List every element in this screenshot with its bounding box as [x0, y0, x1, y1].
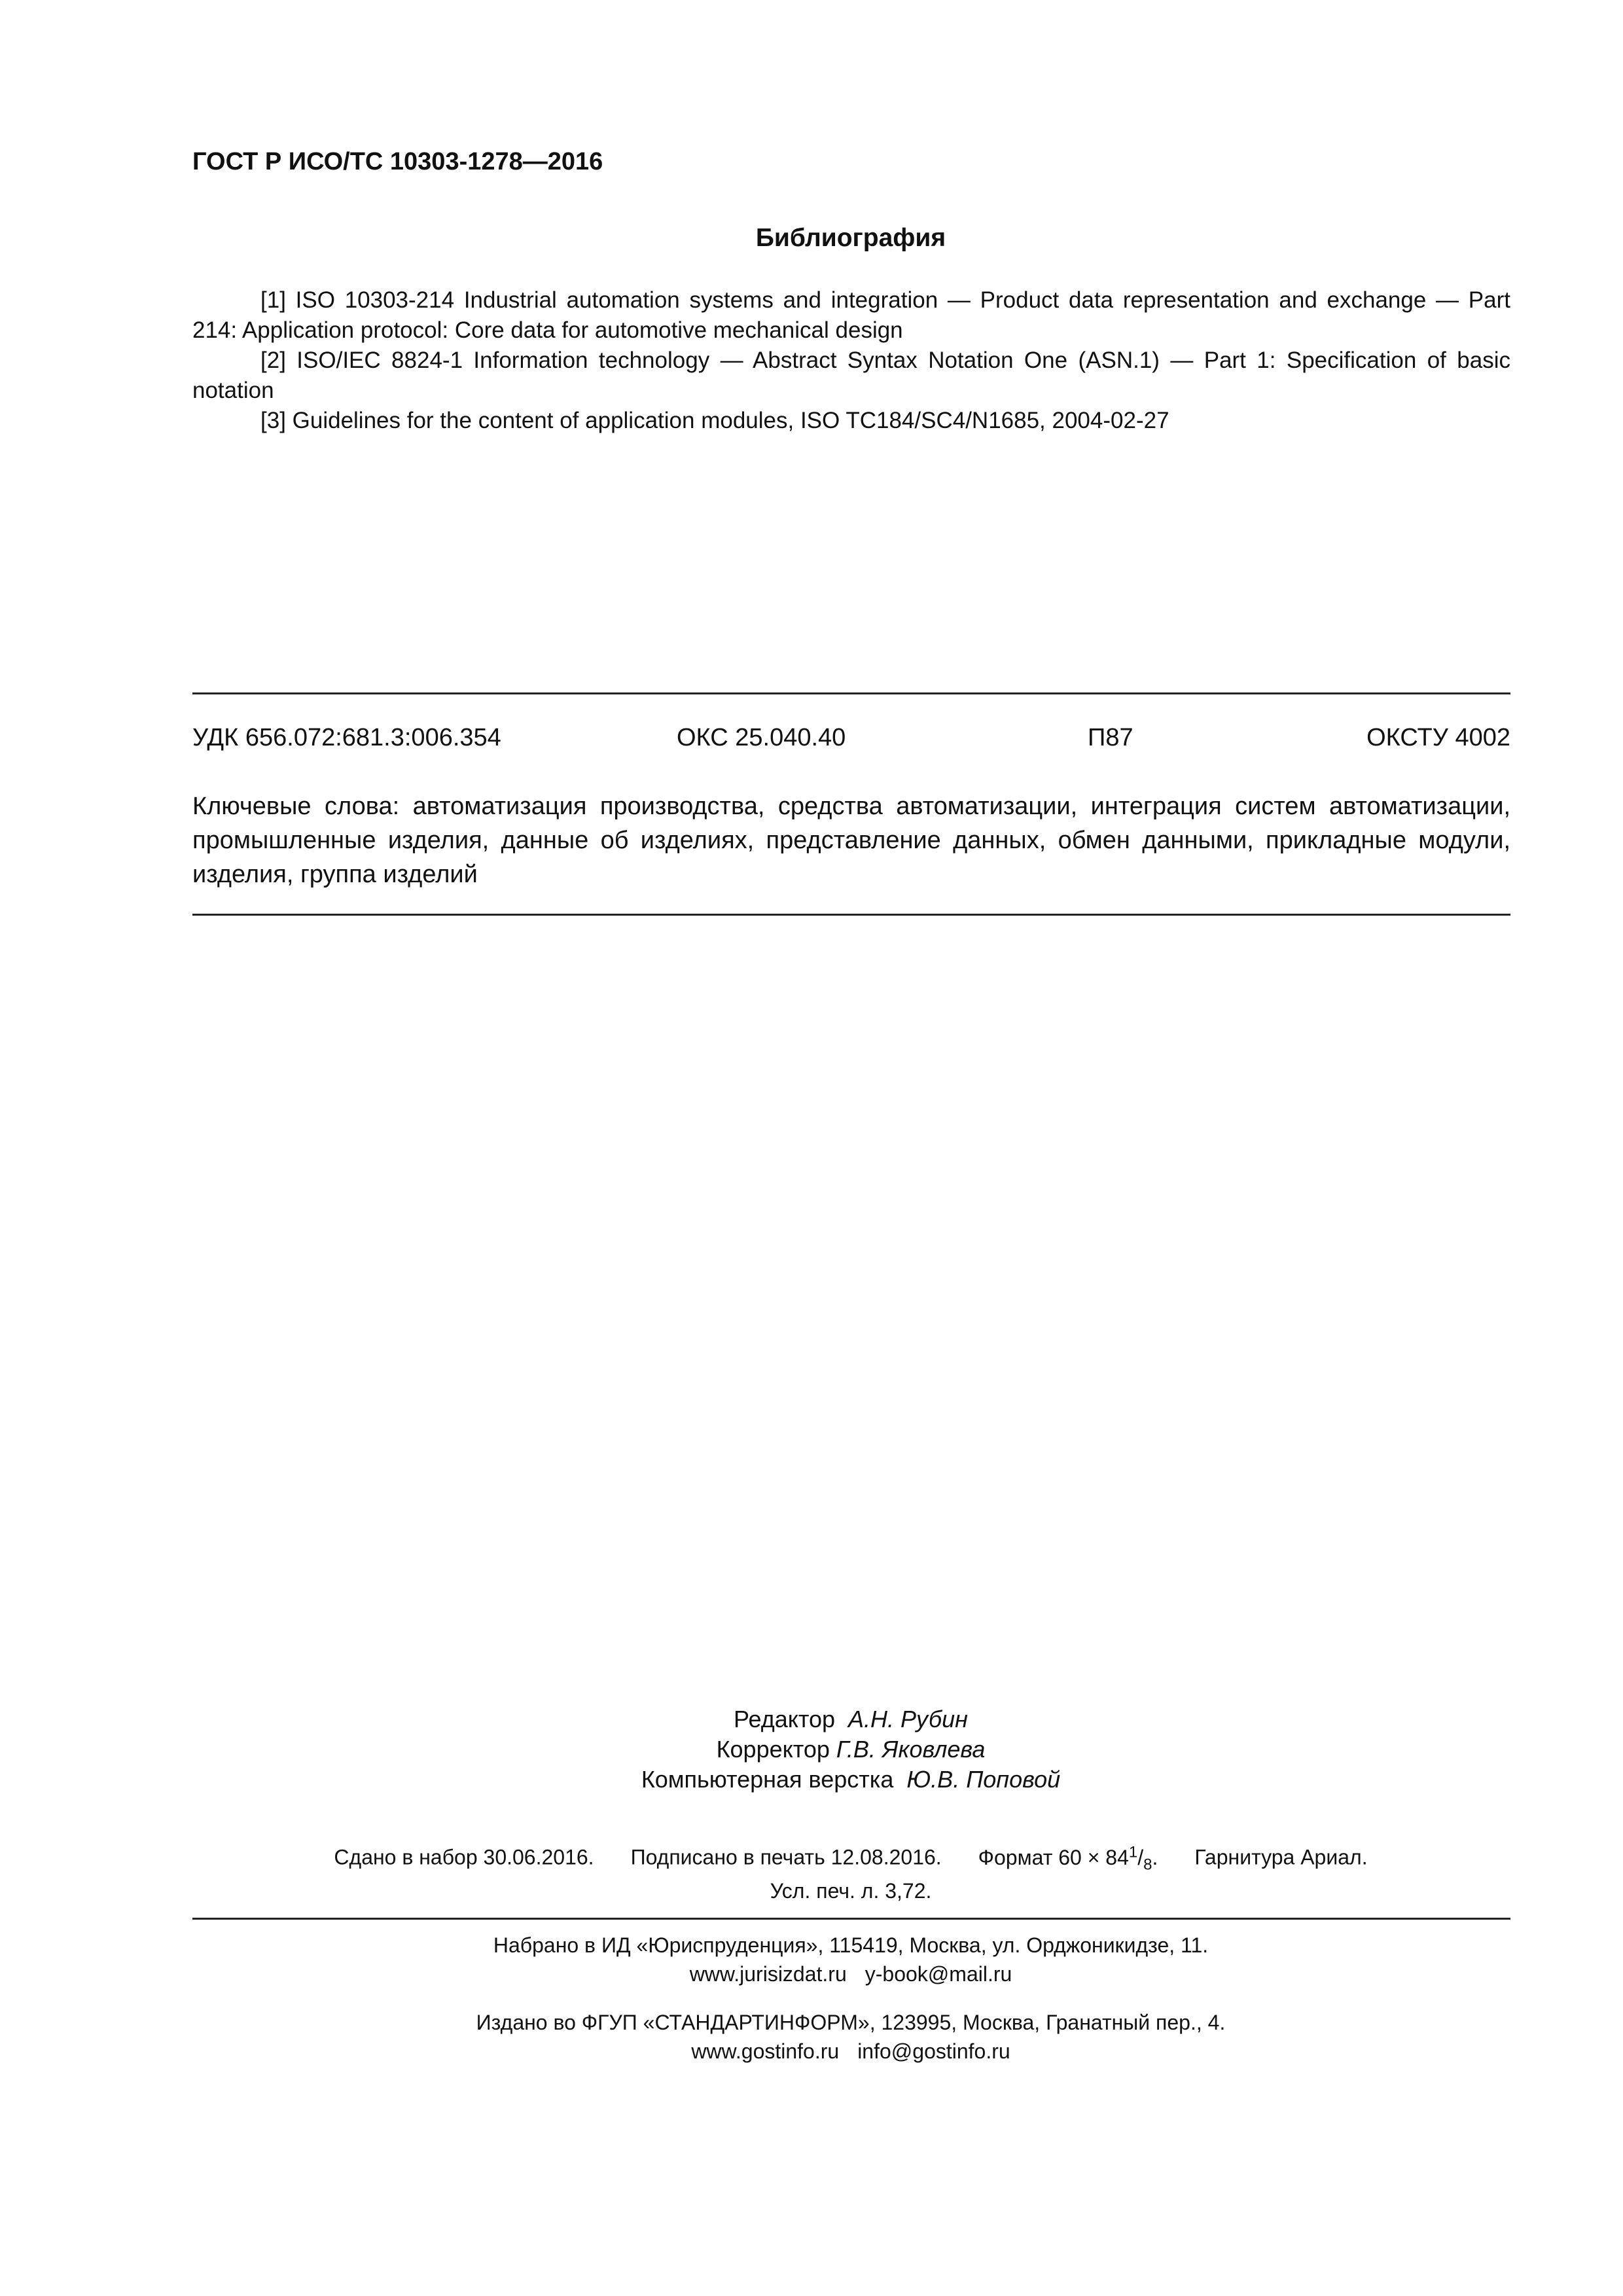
bibliography-entry: [3] Guidelines for the content of application modules, ISO TC184/SC4/N1685, 2004-02-27 — [260, 408, 1169, 433]
printer-address: Набрано в ИД «Юриспруденция», 115419, Москва, ул. Орджоникидзе, 11. — [493, 1933, 1209, 1957]
corrector-name: Г.В. Яковлева — [836, 1736, 986, 1763]
typeface: Гарнитура Ариал. — [1194, 1845, 1368, 1869]
bibliography-entry: [2] ISO/IEC 8824-1 Information technology — Abstract Syntax Notation One (ASN.1) — Part 1: Specification of basic notation — [192, 348, 1510, 403]
editor-line — [0, 1704, 1623, 1734]
format: Формат $60 \times 84^1/_8$. — [978, 1843, 1158, 1874]
printer-info — [0, 1931, 1623, 1988]
publisher-website: www.gostinfo.ru — [691, 2039, 840, 2063]
credits — [0, 1704, 1623, 1795]
publisher-address: Издано во ФГУП «СТАНДАРТИНФОРМ», 123995, Москва, Гранатный пер., 4. — [476, 2011, 1226, 2034]
p-code: П87 — [1088, 724, 1133, 751]
bibliography-list — [192, 285, 1510, 436]
divider-top — [192, 692, 1510, 694]
printer-email: y-book@mail.ru — [865, 1962, 1012, 1986]
printer-website: www.jurisizdat.ru — [689, 1962, 847, 1986]
classification-codes — [192, 724, 1510, 757]
publication-data — [0, 1839, 1623, 1904]
printed-sheets: Усл. печ. л. 3,72. — [770, 1879, 932, 1903]
bibliography-entry: [1] ISO 10303-214 Industrial automation systems and integration — Product data representation and exchange — Part 214: Application protocol: Core data for automotive mechanical design — [192, 287, 1510, 343]
divider-bottom — [192, 1918, 1510, 1920]
bibliography-title: Библиография — [755, 224, 946, 252]
corrector-line — [0, 1734, 1623, 1765]
layout-label: Компьютерная верстка — [641, 1766, 894, 1793]
divider-middle — [192, 914, 1510, 916]
oks-code: ОКС 25.040.40 — [677, 724, 846, 751]
layout-line — [0, 1765, 1623, 1795]
publisher-info — [0, 2008, 1623, 2066]
okstu-code: ОКСТУ 4002 — [1366, 724, 1510, 751]
signed-date: Подписано в печать 12.08.2016. — [630, 1845, 942, 1869]
keywords: Ключевые слова: автоматизация производства, средства автоматизации, интеграция систем автоматизации, промышленные изделия, данные об изделиях, представление данных, обмен данными, прикладные модули, изделия, группа изделий — [192, 793, 1510, 888]
corrector-label: Корректор — [716, 1736, 830, 1763]
submitted-date: Сдано в набор 30.06.2016. — [334, 1845, 594, 1869]
layout-name: Ю.В. Поповой — [906, 1766, 1061, 1793]
publisher-email: info@gostinfo.ru — [857, 2039, 1010, 2063]
document-code: ГОСТ Р ИСО/ТС 10303-1278—2016 — [192, 148, 603, 175]
editor-name: А.Н. Рубин — [848, 1706, 968, 1732]
udk-code: УДК 656.072:681.3:006.354 — [192, 724, 501, 751]
editor-label: Редактор — [734, 1706, 836, 1732]
